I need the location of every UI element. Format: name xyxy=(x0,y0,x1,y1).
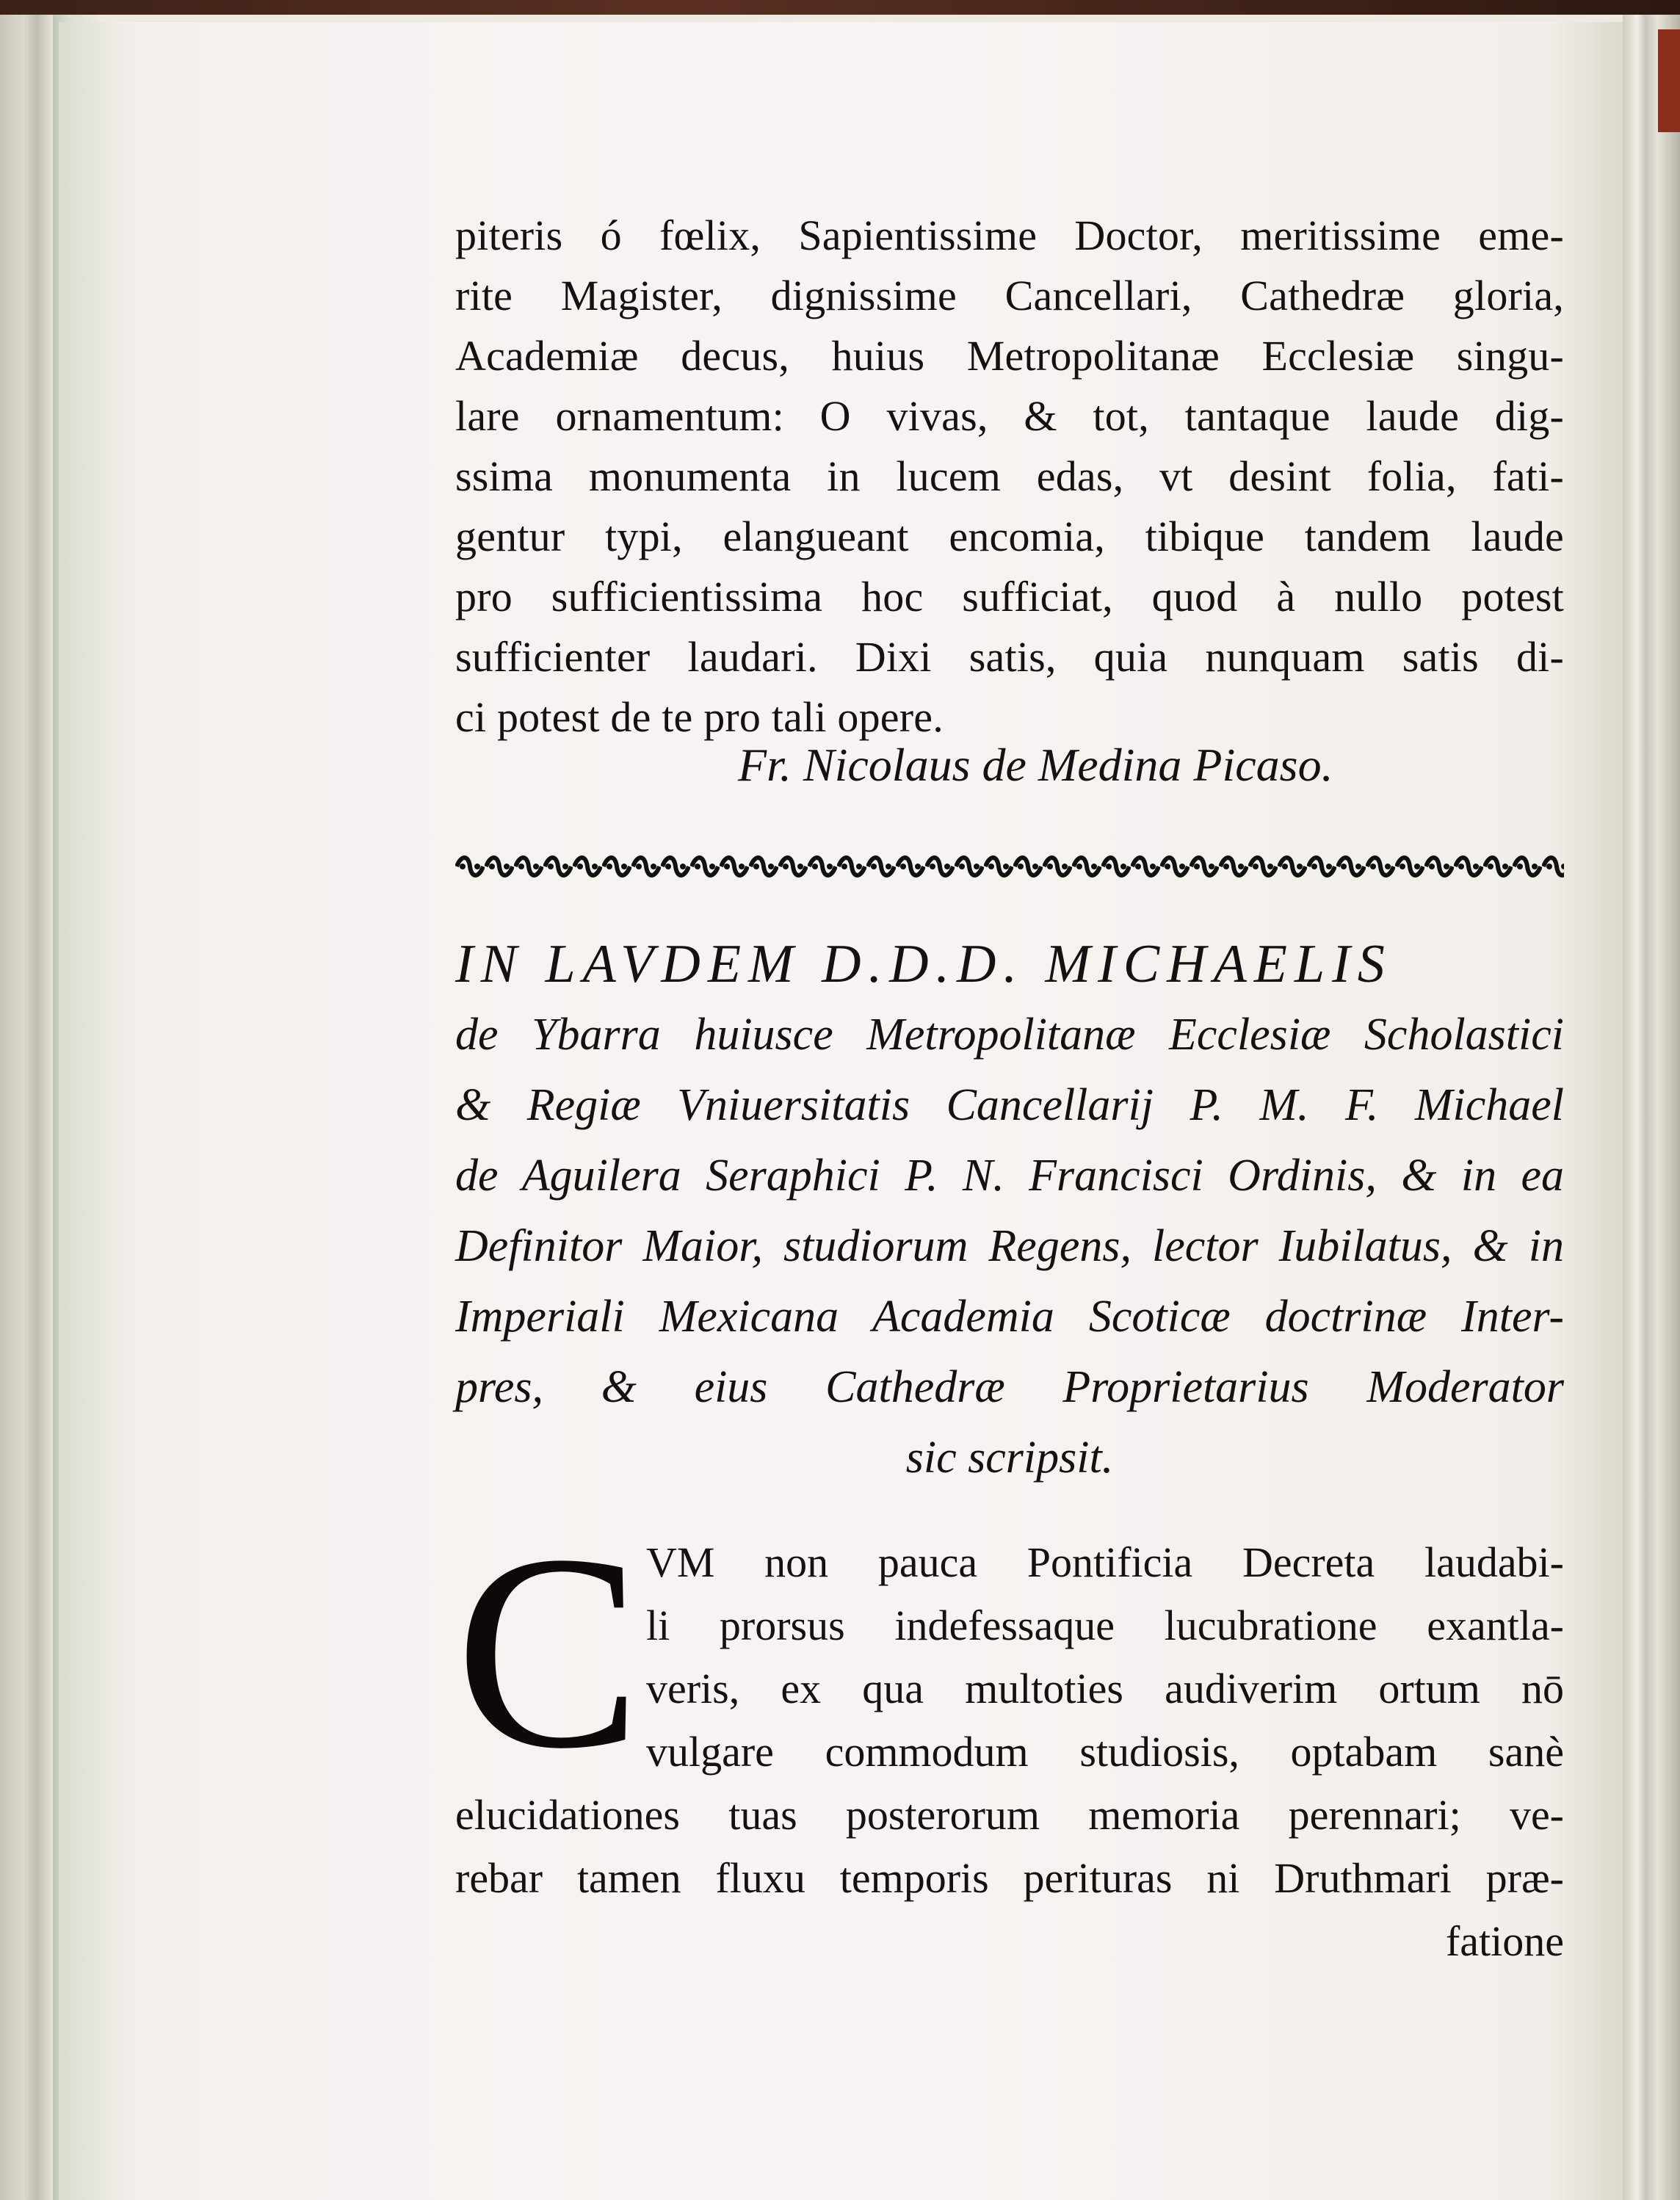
drop-cap-initial: C xyxy=(455,1497,642,1806)
text-line: li prorsus indefessaque lucubratione exantla- xyxy=(646,1602,1564,1649)
dedication-line: de Ybarra huiusce Metropolitanæ Ecclesiæ Scholastici xyxy=(455,1010,1564,1060)
text-line: rite Magister, dignissime Cancellari, Cathedræ gloria, xyxy=(455,272,1564,319)
top-paragraph xyxy=(455,206,1564,748)
body-paragraph xyxy=(455,1531,1564,1973)
text-line: veris, ex qua multoties audiverim ortum nō xyxy=(646,1665,1564,1712)
dedication-heading: IN LAVDEM D.D.D. MICHAELIS xyxy=(455,934,1392,994)
text-line: elucidationes tuas posterorum memoria perennari; ve- xyxy=(455,1791,1564,1839)
left-page-stack xyxy=(0,15,53,2200)
text-line: sufficienter laudari. Dixi satis, quia nunquam satis di- xyxy=(455,633,1564,681)
dedication-line: Definitor Maior, studiorum Regens, lector Iubilatus, & in xyxy=(455,1221,1564,1271)
catchword: fatione xyxy=(1445,1917,1564,1965)
dedication-line: & Regiæ Vniuersitatis Cancellarij P. M. F. Michael xyxy=(455,1080,1564,1130)
text-line: lare ornamentum: O vivas, & tot, tantaque laude dig- xyxy=(455,392,1564,440)
dedication-line: de Aguilera Seraphici P. N. Francisci Ordinis, & in ea xyxy=(455,1151,1564,1201)
ornament-band-icon xyxy=(455,850,1564,883)
text-line: gentur typi, elangueant encomia, tibique tandem laude xyxy=(455,513,1564,560)
text-line: ci potest de te pro tali opere. xyxy=(455,693,944,741)
text-line: rebar tamen fluxu temporis perituras ni Druthmari præ- xyxy=(455,1854,1564,1902)
dedication-block xyxy=(455,929,1564,1493)
text-line: pro sufficientissima hoc sufficiat, quod à nullo potest xyxy=(455,573,1564,620)
dedication-line: sic scripsit. xyxy=(905,1433,1114,1483)
dedication-line: pres, & eius Cathedræ Proprietarius Moderator xyxy=(455,1362,1564,1412)
text-line: VM non pauca Pontificia Decreta laudabi- xyxy=(646,1538,1564,1586)
right-page-stack xyxy=(1623,15,1680,2200)
binding-corner xyxy=(1658,29,1680,132)
dedication-line: Imperiali Mexicana Academia Scoticæ doctrinæ Inter- xyxy=(455,1292,1564,1342)
author-signature: Fr. Nicolaus de Medina Picaso. xyxy=(738,739,1333,791)
text-line: ssima monumenta in lucem edas, vt desint folia, fati- xyxy=(455,452,1564,500)
text-line: piteris ó fœlix, Sapientissime Doctor, meritissime eme- xyxy=(455,211,1564,259)
text-line: Academiæ decus, huius Metropolitanæ Ecclesiæ singu- xyxy=(455,332,1564,380)
text-line: vulgare commodum studiosis, optabam sanè xyxy=(646,1728,1564,1776)
ornament-rule xyxy=(455,850,1564,883)
